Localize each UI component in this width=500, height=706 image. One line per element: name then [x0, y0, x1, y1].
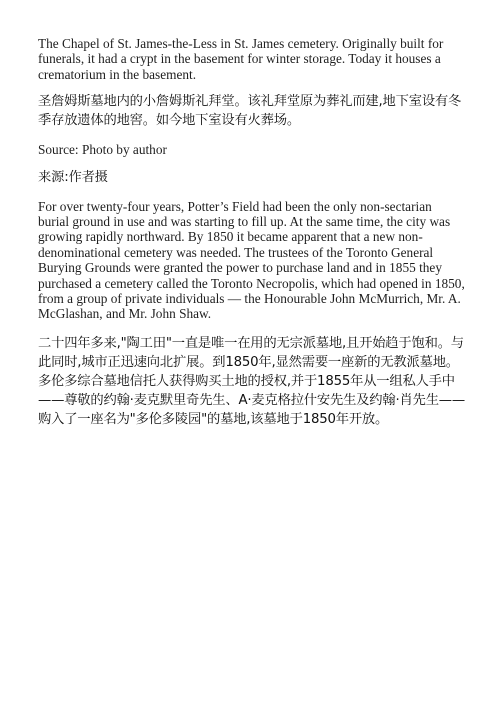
body-paragraph-chinese: 二十四年多来,"陶工田"一直是唯一在用的无宗派墓地,且开始趋于饱和。与此同时,城市正迅速向北扩展。到1850年,显然需要一座新的无教派墓地。多伦多综合墓地信托人获得购买土地的授权,并于1855年从一组私人手中——尊敬的约翰·麦克默里奇先生、A·麦克格拉什安先生及约翰·肖先生——购入了一座名为"多伦多陵园"的墓地,该墓地于1850年开放。 [38, 335, 465, 427]
photo-caption-english: The Chapel of St. James-the-Less in St. James cemetery. Originally built for funerals, it had a crypt in the basement for winter storage. Today it houses a crematorium in the basement. [38, 36, 444, 82]
photo-source-english: Source: Photo by author [38, 142, 167, 158]
photo-source-chinese: 来源:作者摄 [38, 169, 108, 185]
photo-caption-chinese: 圣詹姆斯墓地内的小詹姆斯礼拜堂。该礼拜堂原为葬礼而建,地下室设有冬季存放遗体的地窖。如今地下室设有火葬场。 [38, 94, 462, 129]
body-paragraph-english: For over twenty-four years, Potter’s Field had been the only non-sectarian burial ground in use and was starting to fill up. At the same time, the city was growing rapidly northward. By 1850 it became apparent that a new non-denominational cemetery was needed. The trustees of the Toronto General Burying Grounds were granted the power to purchase land and in 1855 they purchased a cemetery called the Toronto Necropolis, which had opened in 1850, from a group of private individuals — the Honourable John McMurrich, Mr. A. McGlashan, and Mr. John Shaw. [38, 198, 465, 322]
document-page [38, 36, 466, 439]
